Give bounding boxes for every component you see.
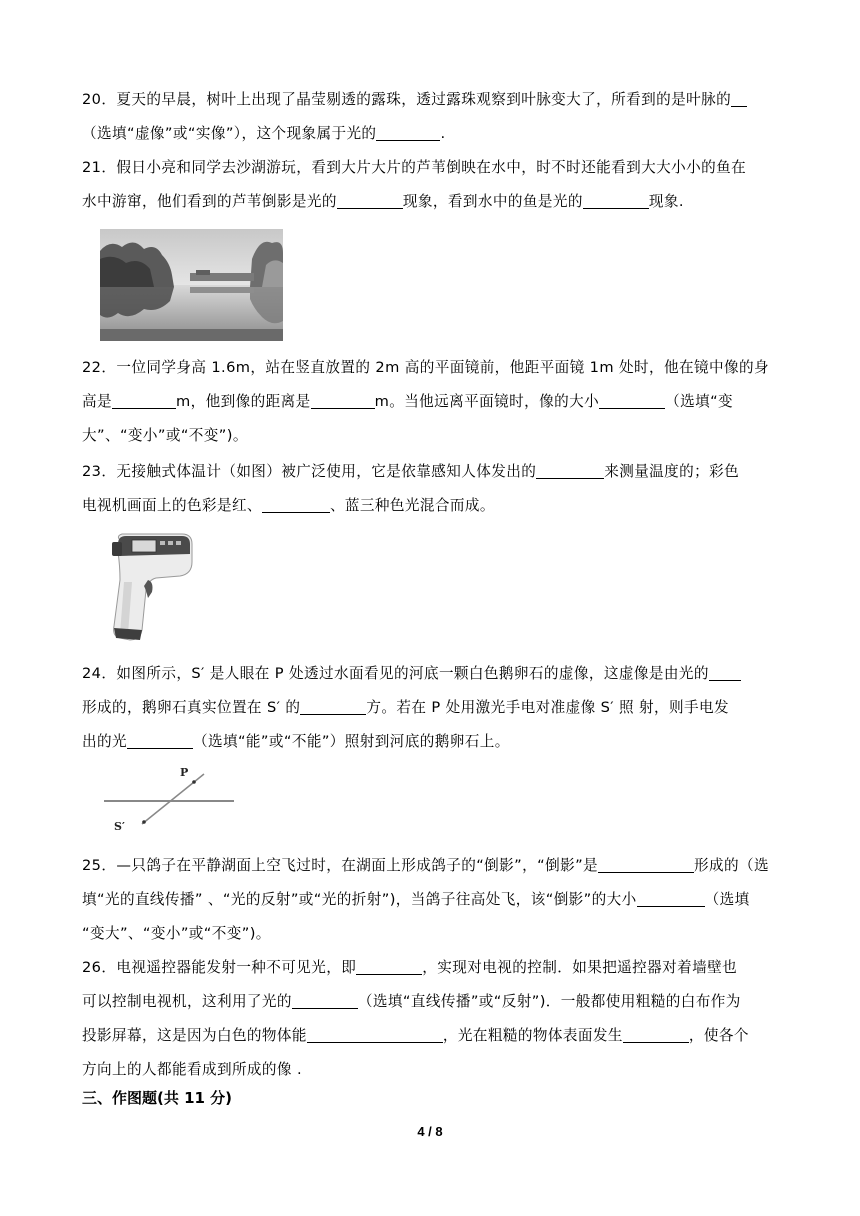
q26-line-2 <box>82 992 782 1012</box>
q22-line-1 <box>82 358 782 378</box>
q20-blank-2 <box>376 125 440 141</box>
q24-text-5: （选填“能”或“不能”）照射到河底的鹅卵石上。 <box>192 733 510 750</box>
q22-blank-3 <box>599 393 665 409</box>
q23-blank-1 <box>536 463 604 479</box>
q24-text-4: 出的光 <box>82 733 127 750</box>
q25-text-1: 25．—只鸽子在平静湖面上空飞过时，在湖面上形成鸽子的“倒影”，“倒影”是 <box>82 857 599 874</box>
q22-line-2 <box>82 392 782 412</box>
q20-line-2 <box>82 124 782 144</box>
q22-line-3 <box>82 426 782 446</box>
q25-line-1 <box>82 856 782 876</box>
q22-blank-2 <box>311 393 375 409</box>
q25-text-5: “变大”、“变小”或“不变”)。 <box>82 925 271 942</box>
q26-blank-4 <box>623 1027 689 1043</box>
q26-text-4: （选填“直线传播”或“反射”)．一般都使用粗糙的白布作为 <box>357 993 741 1010</box>
q21-line-1 <box>82 158 782 178</box>
q21-blank-2 <box>583 193 649 209</box>
q24-blank-2 <box>300 699 366 715</box>
reed-reflection-photo <box>100 229 283 341</box>
q21-text-4: 现象. <box>648 193 684 210</box>
q22-blank-1 <box>112 393 176 409</box>
q24-blank-1 <box>709 665 741 681</box>
q25-line-3 <box>82 924 782 944</box>
q25-line-2 <box>82 890 782 910</box>
q26-blank-1 <box>356 959 422 975</box>
q23-text-1: 23．无接触式体温计（如图）被广泛使用，它是依靠感知人体发出的 <box>82 463 537 480</box>
q26-text-5: 投影屏幕，这是因为白色的物体能 <box>82 1027 307 1044</box>
infrared-thermometer-image <box>102 532 194 644</box>
q25-blank-2 <box>637 891 705 907</box>
q26-line-4 <box>82 1060 782 1080</box>
q25-blank-1 <box>598 857 694 873</box>
q26-text-6: ，光在粗糙的物体表面发生 <box>442 1027 623 1044</box>
q22-text-4: m。当他远离平面镜时，像的大小 <box>374 393 600 410</box>
q20-text-2: （选填“虚像”或“实像”），这个现象属于光的 <box>82 125 377 142</box>
q22-text-3: m，他到像的距离是 <box>176 393 311 410</box>
q26-line-1 <box>82 958 782 978</box>
q25-text-4: （选填 <box>704 891 750 908</box>
point-p <box>192 780 196 784</box>
q24-text-1: 24．如图所示，S′ 是人眼在 P 处透过水面看见的河底一颗白色鹅卵石的虚像，这虚像是由光的 <box>82 665 709 682</box>
q22-text-1: 22．一位同学身高 1.6m，站在竖直放置的 2m 高的平面镜前，他距平面镜 1m 处时，他在镜中像的身 <box>82 359 769 376</box>
q21-text-1: 21．假日小亮和同学去沙湖游玩，看到大片大片的芦苇倒映在水中，时不时还能看到大大小小的鱼在 <box>82 159 747 176</box>
q23-text-2: 来测量温度的；彩色 <box>604 463 740 480</box>
q24-text-2: 形成的，鹅卵石真实位置在 S′ 的 <box>82 699 301 716</box>
q20-text-3: . <box>440 125 446 142</box>
q25-text-3: 填“光的直线传播” 、“光的反射”或“光的折射”)，当鸽子往高处飞，该“倒影”的大小 <box>82 891 637 908</box>
q26-text-2: ，实现对电视的控制．如果把遥控器对着墙壁也 <box>422 959 738 976</box>
q23-line-2 <box>82 496 782 516</box>
q26-blank-2 <box>292 993 358 1009</box>
q21-line-2 <box>82 192 782 212</box>
q22-text-2: 高是 <box>82 393 112 410</box>
label-s-prime: S′ <box>114 820 125 833</box>
q22-text-5: （选填“变 <box>665 393 734 410</box>
q20-blank-1 <box>731 91 747 107</box>
q24-line-2 <box>82 698 782 718</box>
q26-blank-3 <box>307 1027 443 1043</box>
q26-text-7: ，使各个 <box>688 1027 749 1044</box>
q25-text-2: 形成的（选 <box>694 857 770 874</box>
q22-text-6: 大”、“变小”或“不变”)。 <box>82 427 248 444</box>
q24-line-3 <box>82 732 782 752</box>
q23-blank-2 <box>262 497 330 513</box>
page-number: 4 / 8 <box>417 1124 443 1139</box>
q26-text-1: 26．电视遥控器能发射一种不可见光，即 <box>82 959 357 976</box>
q21-text-2: 水中游窜，他们看到的芦苇倒影是光的 <box>82 193 337 210</box>
q26-text-3: 可以控制电视机，这利用了光的 <box>82 993 292 1010</box>
q20-line-1 <box>82 90 782 110</box>
q23-text-4: 、蓝三种色光混合而成。 <box>329 497 495 514</box>
label-p: P <box>180 766 189 779</box>
q23-text-3: 电视机画面上的色彩是红、 <box>82 497 262 514</box>
section-heading: 三、作图题(共 11 分) <box>82 1089 233 1107</box>
q26-text-8: 方向上的人都能看成到所成的像 . <box>82 1061 302 1078</box>
q20-text-1: 20．夏天的早晨，树叶上出现了晶莹剔透的露珠，透过露珠观察到叶脉变大了，所看到的是叶脉的 <box>82 91 732 108</box>
q21-text-3: 现象，看到水中的鱼是光的 <box>402 193 583 210</box>
q24-text-3: 方。若在 P 处用激光手电对准虚像 S′ 照 射，则手电发 <box>366 699 730 716</box>
refraction-diagram <box>100 764 240 834</box>
point-s-prime <box>142 820 146 824</box>
q23-line-1 <box>82 462 782 482</box>
q24-blank-3 <box>127 733 193 749</box>
q21-blank-1 <box>337 193 403 209</box>
q24-line-1 <box>82 664 782 684</box>
q26-line-3 <box>82 1026 782 1046</box>
